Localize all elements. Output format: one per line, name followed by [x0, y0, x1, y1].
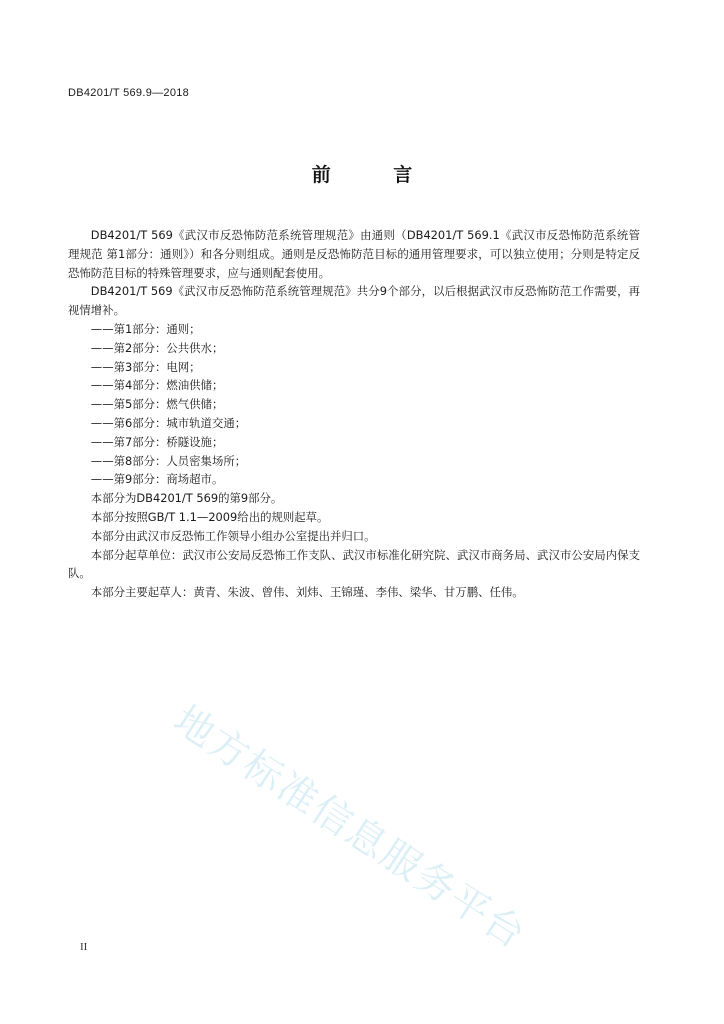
paragraph-proposer: 本部分由武汉市反恐怖工作领导小组办公室提出并归口。	[90, 528, 376, 543]
list-item-part-2: ——第2部分：公共供水；	[90, 340, 224, 355]
list-item-part-4: ——第4部分：燃油供储；	[90, 378, 224, 393]
list-item-part-8: ——第8部分：人员密集场所；	[90, 453, 247, 468]
standard-code: DB4201/T 569.9—2018	[68, 87, 190, 99]
page-title: 前 言	[311, 164, 441, 186]
document-body	[68, 226, 640, 602]
page-number: II	[80, 941, 88, 953]
watermark: 地方标准信息服务平台	[165, 697, 534, 959]
paragraph-drafting-rules: 本部分按照GB/T 1.1—2009给出的规则起草。	[90, 509, 329, 524]
paragraph-this-part: 本部分为DB4201/T 569的第9部分。	[90, 491, 283, 506]
list-item-part-9: ——第9部分：商场超市。	[90, 472, 224, 487]
list-item-part-1: ——第1部分：通则；	[90, 321, 201, 336]
paragraph-drafting-units: 本部分起草单位：武汉市公安局反恐怖工作支队、武汉市标准化研究院、武汉市商务局、武汉市公安局内保支队。	[68, 547, 640, 581]
list-item-part-3: ——第3部分：电网；	[90, 359, 201, 374]
paragraph-intro: DB4201/T 569《武汉市反恐怖防范系统管理规范》由通则（DB4201/T 569.1《武汉市反恐怖防范系统管理规范 第1部分：通则》）和各分则组成。通则是反恐怖防范目标的通用管理要求，可以独立使用；分则是特定反恐怖防范目标的特殊管理要求，应与通则配套使用。	[68, 228, 640, 280]
list-item-part-6: ——第6部分：城市轨道交通；	[90, 415, 247, 430]
paragraph-parts-count: DB4201/T 569《武汉市反恐怖防范系统管理规范》共分9个部分，以后根据武汉市反恐怖防范工作需要，再视情增补。	[68, 284, 640, 318]
list-item-part-7: ——第7部分：桥隧设施；	[90, 434, 224, 449]
paragraph-drafters: 本部分主要起草人：黄青、朱波、曾伟、刘炜、王锦瑾、李伟、梁华、甘万鹏、任伟。	[90, 585, 524, 600]
list-item-part-5: ——第5部分：燃气供储；	[90, 397, 224, 412]
